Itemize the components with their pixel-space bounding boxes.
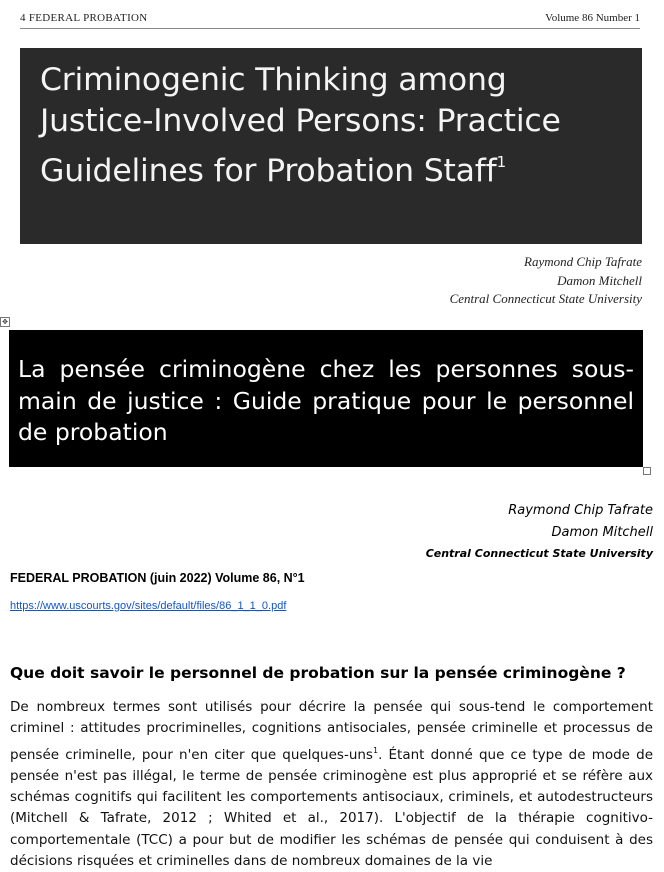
english-title: Criminogenic Thinking among Justice-Involved Persons: Practice Guidelines for Probation Staff (40, 62, 561, 189)
running-header (20, 10, 640, 29)
source-link[interactable]: https://www.uscourts.gov/sites/default/files/86_1_1_0.pdf (10, 600, 287, 612)
english-author-2: Damon Mitchell (557, 272, 642, 288)
paragraph-footnote-marker: 1 (372, 745, 379, 755)
citation-line: FEDERAL PROBATION (juin 2022) Volume 86, N°1 (10, 571, 305, 585)
title-footnote-marker: 1 (496, 153, 506, 171)
resize-handle-icon[interactable] (643, 467, 651, 475)
french-affiliation: Central Connecticut State University (425, 547, 653, 560)
english-affiliation: Central Connecticut State University (449, 291, 642, 306)
french-author-block (426, 500, 653, 565)
paragraph-text-2: . Étant donné que ce type de mode de pensée n'est pas illégal, le terme de pensée criminogène est plus approprié et se réfère aux schémas cognitifs qui facilitent les comportements antisociaux, criminels, et autodestructeurs (Mitchell & Tafrate, 2012 ; Whited et al., 2017). L'objectif de la thérapie cognitivo-comportementale (TCC) a pour but de modifier les schémas de pensée qui conduisent à des décisions risquées et criminelles dans de nombreux domaines de la vie (10, 746, 653, 870)
french-author-1: Raymond Chip Tafrate (508, 503, 653, 518)
section-heading: Que doit savoir le personnel de probation sur la pensée criminogène ? (10, 664, 626, 682)
paragraph-text-1: De nombreux termes sont utilisés pour décrire la pensée qui sous-tend le comportement criminel : attitudes procriminelles, cognitions antisociales, pensée criminelle et processus de pensée criminelle, pour n'en citer que quelques-uns (10, 699, 653, 763)
french-title-banner (9, 330, 643, 467)
body-paragraph (10, 697, 653, 872)
english-author-1: Raymond Chip Tafrate (524, 254, 642, 269)
french-author-2: Damon Mitchell (551, 524, 653, 540)
english-author-block (450, 253, 642, 309)
english-title-banner (20, 48, 642, 244)
french-title: La pensée criminogène chez les personnes sous-main de justice : Guide pratique pour le personnel de probation (18, 355, 634, 446)
running-header-left: 4 FEDERAL PROBATION (20, 12, 148, 24)
move-handle-icon[interactable]: ✥ (0, 317, 10, 327)
running-header-right: Volume 86 Number 1 (545, 12, 640, 24)
